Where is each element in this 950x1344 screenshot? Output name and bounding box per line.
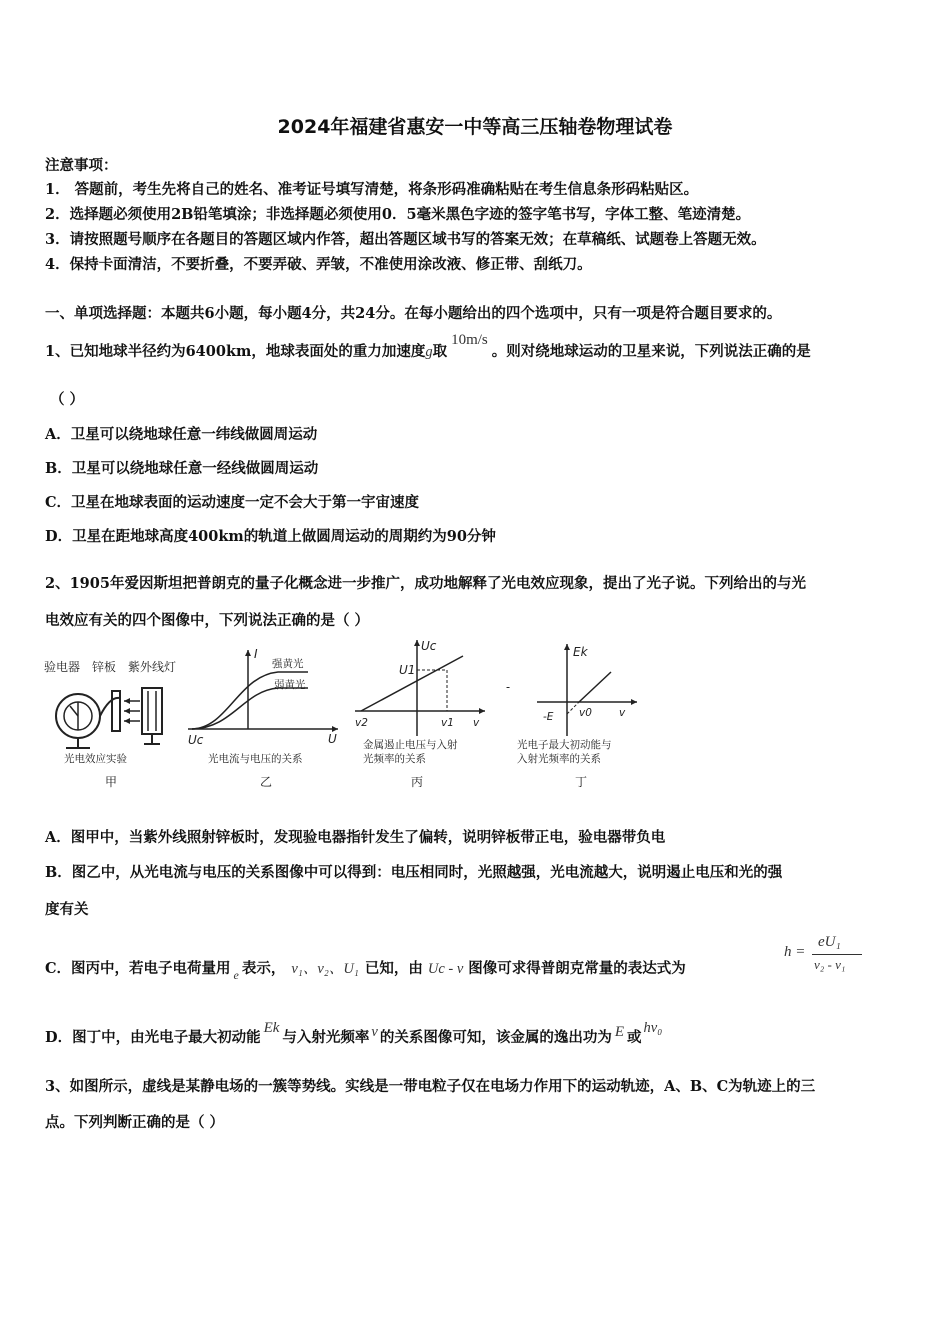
ding-x-tick-v0: v0 (579, 707, 592, 719)
q1-option-a: A．卫星可以绕地球任意一纬线做圆周运动 (45, 426, 318, 443)
figure-name-yi: 乙 (260, 775, 273, 789)
photoelectric-apparatus-diagram (40, 636, 190, 796)
q1-stem-c: 。则对绕地球运动的卫星来说，下列说法正确的是 (491, 343, 811, 360)
ding-y-tick: -E (543, 711, 554, 723)
question-3-line1: 3、如图所示，虚线是某静电场的一簇等势线。实线是一带电粒子仅在电场力作用下的运动轨迹，A、B、C为轨迹上的三 (45, 1078, 816, 1095)
symbol-hv0: hv₀ (643, 1020, 663, 1036)
q1-option-c: C．卫星在地球表面的运动速度一定不会大于第一宇宙速度 (45, 494, 420, 511)
figure-name-bing: 丙 (411, 775, 424, 789)
formula-denominator: v₂ - v₁ (814, 957, 846, 972)
weak-light-label: 弱黄光 (274, 679, 306, 691)
caption-yi: 光电流与电压的关系 (208, 753, 303, 765)
ding-y-axis-label: Ek (573, 645, 588, 659)
question-2-stem-line1: 2、1905年爱因斯坦把普朗克的量子化概念进一步推广，成功地解释了光电效应现象，提出了光子说。下列给出的与光 (45, 575, 806, 592)
c-vars: v₁、v₂、U₁ (291, 961, 359, 977)
caption-jia: 光电效应实验 (64, 753, 127, 765)
q1-blank: （ ） (50, 391, 85, 408)
label-zinc-plate: 锌板 (92, 660, 117, 674)
note-item: 1． 答题前，考生先将自己的姓名、准考证号填写清楚，将条形码准确粘贴在考生信息条形码粘贴区。 (45, 181, 699, 198)
figure-ding (515, 636, 645, 800)
ding-x-tick-v: v (619, 707, 626, 719)
caption-ding-line1: 光电子最大初动能与 (517, 739, 612, 751)
label-electroscope: 验电器 (44, 660, 81, 674)
bing-x-tick-v2: v2 (355, 717, 368, 729)
question-3-line2: 点。下列判断正确的是（ ） (45, 1114, 225, 1131)
yi-y-axis-label: I (254, 647, 258, 661)
page-title: 2024年福建省惠安一中等高三压轴卷物理试卷 (277, 116, 673, 138)
q2-option-c: C．图丙中，若电子电荷量用 $_e$ 表示， v₁、v₂、U₁ 已知，由 Uc - v 图像可求得普朗克常量的表达式为 (45, 960, 686, 982)
note-item: 3．请按照题号顺序在各题目的答题区域内作答，超出答题区域书写的答案无效；在草稿纸、试题卷上答题无效。 (45, 231, 766, 248)
symbol-ek: Ek (263, 1020, 280, 1036)
q2-option-b-line2: 度有关 (45, 901, 89, 918)
ding-line (579, 672, 611, 702)
caption-bing-line1: 金属遏止电压与入射 (363, 739, 458, 751)
formula-numerator: eU₁ (818, 934, 841, 950)
figure-name-jia: 甲 (105, 775, 118, 789)
symbol-e: e (233, 968, 239, 982)
uc-v: Uc - v (427, 961, 464, 977)
kinetic-energy-chart (515, 636, 645, 796)
q1-stem-a: 1、已知地球半径约为6400km，地球表面处的重力加速度 (45, 343, 426, 360)
caption-ding-line2: 入射光频率的关系 (517, 753, 601, 765)
bing-x-tick-v1: v1 (441, 717, 454, 729)
question-1-stem (45, 332, 811, 361)
strong-light-label: 强黄光 (272, 658, 304, 670)
bing-x-tick-v: v (473, 717, 480, 729)
yi-origin-label: Uc (188, 733, 204, 747)
section-heading: 一、单项选择题：本题共6小题，每小题4分，共24分。在每小题给出的四个选项中，只有一项是符合题目要求的。 (45, 305, 782, 322)
figure-bing (355, 636, 495, 800)
caption-bing-line2: 光频率的关系 (363, 753, 426, 765)
q2-option-a: A．图甲中，当紫外线照射锌板时，发现验电器指针发生了偏转，说明锌板带正电，验电器带负电 (45, 829, 666, 846)
q1-stem-b: 取 (432, 343, 448, 360)
q2-option-d: D．图丁中，由光电子最大初动能Ek与入射光频率 v 的关系图像可知，该金属的逸出功为 E 或hv₀ (45, 1020, 663, 1046)
uv-lamp-icon (142, 688, 162, 734)
yi-x-axis-label: U (328, 732, 337, 746)
q1-option-d: D．卫星在距地球高度400km的轨道上做圆周运动的周期约为90分钟 (45, 528, 496, 545)
label-uv-lamp: 紫外线灯 (128, 660, 177, 674)
q1-g: g (425, 344, 433, 360)
bing-y-tick: U1 (399, 663, 416, 677)
figure-name-ding: 丁 (575, 775, 588, 789)
weak-light-curve (192, 688, 308, 729)
symbol-v: v (371, 1024, 378, 1040)
question-2-stem-line2: 电效应有关的四个图像中，下列说法正确的是（ ） (45, 612, 370, 629)
q1-option-b: B．卫星可以绕地球任意一经线做圆周运动 (45, 460, 319, 477)
stopping-voltage-chart (355, 636, 495, 796)
current-voltage-chart (188, 636, 348, 796)
formula-h: h = (784, 944, 806, 960)
symbol-E: E (614, 1024, 625, 1040)
note-item: 2．选择题必须使用2B铅笔填涂；非选择题必须使用0．5毫米黑色字迹的签字笔书写，字体工整、笔迹清楚。 (45, 206, 751, 223)
notes-heading: 注意事项： (45, 157, 118, 174)
note-item: 4．保持卡面清洁，不要折叠，不要弄破、弄皱，不准使用涂改液、修正带、刮纸刀。 (45, 256, 592, 273)
figure-yi (188, 636, 348, 800)
bing-y-axis-label: Uc (421, 639, 437, 653)
q2-option-b-line1: B．图乙中，从光电流与电压的关系图像中可以得到：电压相同时，光照越强，光电流越大，说明遏止电压和光的强 (45, 864, 783, 881)
figure-jia (40, 636, 190, 800)
q1-value: 10m/s (451, 332, 488, 348)
